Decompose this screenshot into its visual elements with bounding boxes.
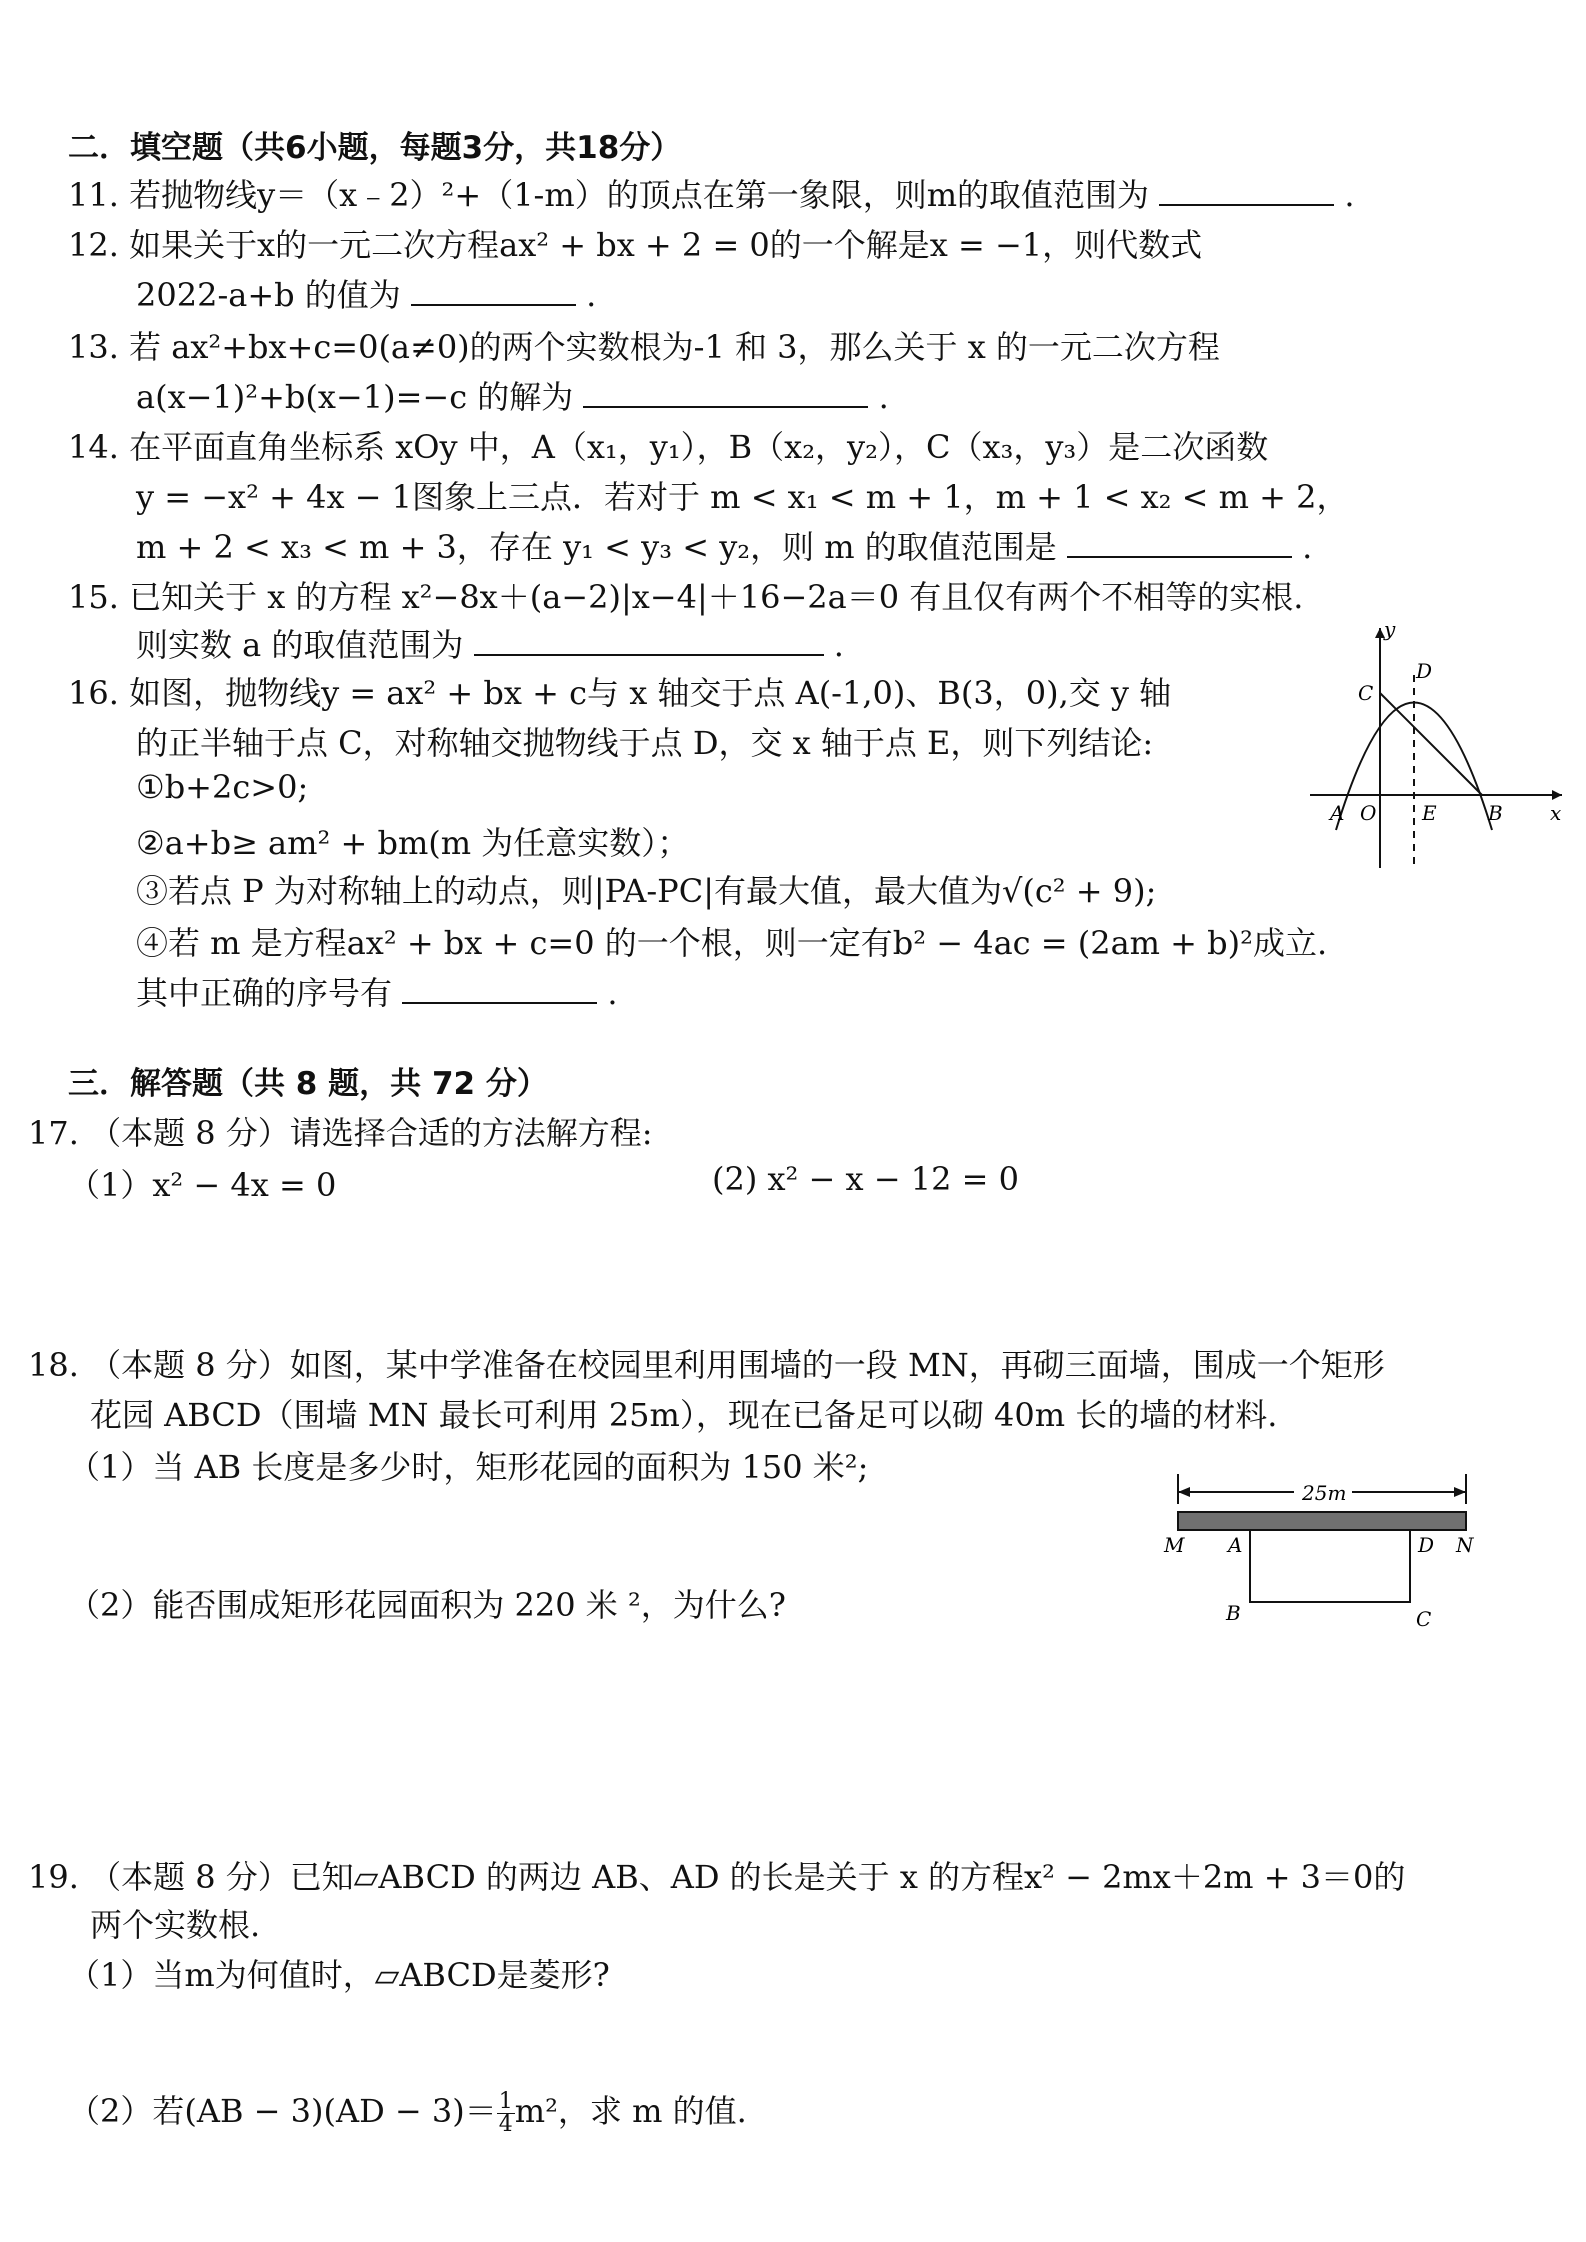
section-2-title: 二．填空题（共6小题，每题3分，共18分） (68, 130, 682, 166)
point-d-label: D (1418, 1533, 1435, 1557)
point-d-label: D (1416, 659, 1433, 683)
question-18-part-1: （1）当 AB 长度是多少时，矩形花园的面积为 150 米²; (68, 1448, 869, 1486)
question-text: m²，求 m 的值. (514, 2092, 747, 2130)
question-11 (68, 170, 1355, 216)
point-b-label: B (1488, 801, 1503, 825)
question-17-part-1: （1）x² − 4x = 0 (68, 1166, 337, 1204)
question-16 (68, 668, 1171, 714)
period: . (833, 626, 844, 664)
question-number: 13. (68, 328, 119, 366)
question-text: 已知关于 x 的方程 x²−8x＋(a−2)|x−4|＋16−2a＝0 有且仅有两个不相等的实根. (129, 578, 1304, 616)
point-m-label: M (1164, 1533, 1185, 1557)
question-13 (68, 322, 1220, 368)
point-b-label: B (1226, 1601, 1241, 1625)
question-16-option-1: ①b+2c>0; (136, 768, 309, 806)
wall-mn (1178, 1512, 1466, 1530)
garden-figure (1160, 1470, 1480, 1640)
period: . (1344, 176, 1355, 214)
question-14-line3 (136, 522, 1312, 568)
question-text: y = −x² + 4x − 1图象上三点．若对于 m < x₁ < m + 1，m + 1 < x₂ < m + 2， (136, 478, 1349, 516)
question-18 (28, 1340, 1385, 1386)
point-c-label: C (1358, 681, 1374, 705)
point-e-label: E (1422, 801, 1437, 825)
fraction-one-quarter (497, 2091, 515, 2136)
question-text: a(x−1)²+b(x−1)=−c 的解为 (136, 378, 574, 416)
question-15-line2 (136, 620, 844, 666)
question-text: （本题 8 分）请选择合适的方法解方程: (89, 1114, 653, 1152)
question-15 (68, 572, 1303, 618)
rectangle-abcd (1250, 1530, 1410, 1602)
question-18-part-2: （2）能否围成矩形花园面积为 220 米 ²，为什么? (68, 1586, 786, 1624)
parabola-figure (1300, 620, 1570, 880)
question-19-part-2 (68, 2086, 747, 2136)
point-n-label: N (1456, 1533, 1474, 1557)
fraction-numerator: 1 (498, 2089, 513, 2114)
question-number: 19. (28, 1858, 79, 1896)
period: . (607, 974, 618, 1012)
x-axis-label: x (1550, 801, 1562, 825)
question-number: 11. (68, 176, 119, 214)
question-text: m + 2 < x₃ < m + 3，存在 y₁ < y₃ < y₂，则 m 的取值范围是 (136, 528, 1057, 566)
point-a-label: A (1330, 801, 1345, 825)
question-text: 若 ax²+bx+c=0(a≠0)的两个实数根为-1 和 3，那么关于 x 的一元二次方程 (129, 328, 1220, 366)
question-19-line2: 两个实数根. (90, 1906, 261, 1944)
question-text: 2022-a+b 的值为 (136, 276, 401, 314)
answer-blank[interactable] (1067, 526, 1292, 558)
question-14-line2 (136, 472, 1348, 518)
question-18-line2: 花园 ABCD（围墙 MN 最长可利用 25m），现在已备足可以砌 40m 长的墙的材料. (90, 1396, 1278, 1434)
period: . (878, 378, 889, 416)
question-text: （本题 8 分）如图，某中学准备在校园里利用围墙的一段 MN，再砌三面墙，围成一个矩形 (89, 1346, 1385, 1384)
question-16-option-4: ④若 m 是方程ax² + bx + c=0 的一个根，则一定有b² − 4ac = (2am + b)²成立. (136, 924, 1328, 962)
question-14 (68, 422, 1268, 468)
answer-blank[interactable] (411, 274, 576, 306)
question-12-line2 (136, 270, 596, 316)
question-text: 若抛物线y＝（x﹣2）²+（1-m）的顶点在第一象限，则m的取值范围为 (129, 176, 1150, 214)
answer-blank[interactable] (402, 972, 597, 1004)
question-16-last-line (136, 968, 618, 1014)
answer-blank[interactable] (583, 376, 868, 408)
question-12 (68, 220, 1202, 266)
question-text: （本题 8 分）已知▱ABCD 的两边 AB、AD 的长是关于 x 的方程x² − 2mx＋2m + 3＝0的 (89, 1858, 1406, 1896)
question-17 (28, 1108, 653, 1154)
period: . (1302, 528, 1313, 566)
y-axis-label: y (1384, 620, 1396, 641)
question-number: 15. (68, 578, 119, 616)
point-c-label: C (1416, 1607, 1432, 1631)
question-16-line2: 的正半轴于点 C，对称轴交抛物线于点 D，交 x 轴于点 E，则下列结论: (136, 724, 1154, 762)
period: . (586, 276, 597, 314)
question-17-part-2: (2) x² − x − 12 = 0 (712, 1160, 1019, 1198)
point-a-label: A (1228, 1533, 1243, 1557)
answer-blank[interactable] (1159, 174, 1334, 206)
question-number: 16. (68, 674, 119, 712)
fraction-denominator: 4 (498, 2112, 513, 2137)
question-19 (28, 1852, 1405, 1898)
question-number: 17. (28, 1114, 79, 1152)
question-text: 如图，抛物线y = ax² + bx + c与 x 轴交于点 A(-1,0)、B(3，0),交 y 轴 (129, 674, 1172, 712)
origin-label: O (1360, 801, 1377, 825)
question-16-option-2: ②a+b≥ am² + bm(m 为任意实数）； (136, 824, 690, 862)
question-text: （2）若(AB − 3)(AD − 3)＝ (68, 2092, 497, 2130)
question-16-option-3: ③若点 P 为对称轴上的动点，则|PA-PC|有最大值，最大值为√(c² + 9); (136, 872, 1157, 910)
question-number: 12. (68, 226, 119, 264)
question-13-line2 (136, 372, 889, 418)
answer-blank[interactable] (474, 624, 824, 656)
question-19-part-1: （1）当m为何值时，▱ABCD是菱形? (68, 1956, 610, 1994)
dimension-arrow-right (1454, 1487, 1466, 1497)
section-3-title: 三．解答题（共 8 题，共 72 分） (68, 1066, 548, 1102)
question-text: 其中正确的序号有 (136, 974, 393, 1012)
question-text: 则实数 a 的取值范围为 (136, 626, 464, 664)
question-number: 14. (68, 428, 119, 466)
dimension-label: 25m (1302, 1481, 1347, 1505)
question-text: 如果关于x的一元二次方程ax² + bx + 2 = 0的一个解是x = −1，则代数式 (129, 226, 1203, 264)
question-text: 在平面直角坐标系 xOy 中，A（x₁，y₁），B（x₂，y₂），C（x₃，y₃）是二次函数 (129, 428, 1269, 466)
x-axis-arrow (1552, 790, 1562, 800)
question-number: 18. (28, 1346, 79, 1384)
dimension-arrow-left (1178, 1487, 1190, 1497)
